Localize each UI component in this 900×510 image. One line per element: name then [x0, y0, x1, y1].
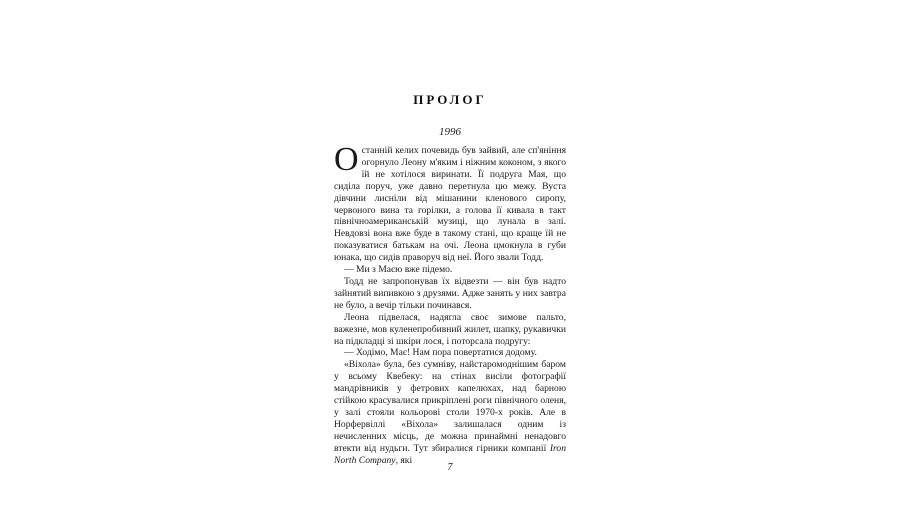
chapter-year: 1996 [439, 126, 461, 138]
page-number: 7 [447, 462, 453, 473]
company-name: Iron North Company [334, 442, 566, 466]
paragraph-1 [334, 141, 566, 264]
paragraph-6-start: «Віхола» була, без сумніву, найстаромоднішим баром у всьому Квебеку: на стінах висіли фотографії мандрівників у фетрових капелюхах, над барною стійкою красувалися прикріплені роги північного оленя, у залі стояли кольорові столи 1970-х років. Але в Норфервіллі «Віхола» залишалася одним із нечисленних місць, де можна принаймні ненадовго втекти від нудьги. Тут збиралися гірники компанії [334, 359, 566, 454]
paragraph-5: — Ходімо, Має! Нам пора повертатися додому. [344, 347, 537, 359]
paragraph-4: Леона підвелася, надягла своє зимове пальто, важезне, мов куленепробивний жилет, шапку, рукавички на підкладці зі шкіри лося, і поторсала подругу: [334, 311, 566, 347]
paragraph-1-text: станній келих почевидь був зайвий, але сп'яніння огорнуло Леону м'яким і ніжним коконом, з якого їй не хотілося виринати. Її подруга Мая, що сиділа поруч, уже давно перетнула цю межу. Вуста дівчини лисніли від мішанини кленового сиропу, червоного вина та горілки, а голова її кивала в такт північноамериканській музиці, що лунала в залі. Невдовзі вона вже буде в такому стані, що краще їй не показуватися батькам на очі. Леона цмокнула в губи юнака, що сидів праворуч від неї. Його звали Тодд. [334, 145, 566, 264]
drop-cap: О [334, 141, 359, 178]
paragraph-6-end: , які [395, 454, 413, 466]
paragraph-6 [334, 359, 566, 466]
paragraph-2: — Ми з Маєю вже підемо. [344, 264, 453, 276]
chapter-title: ПРОЛОГ [413, 92, 487, 107]
paragraph-3: Тодд не запропонував їх відвезти — він був надто зайнятий випивкою з друзями. Адже занять у них завтра не було, а вечір тільки починався. [334, 275, 566, 311]
body-text [334, 141, 566, 466]
